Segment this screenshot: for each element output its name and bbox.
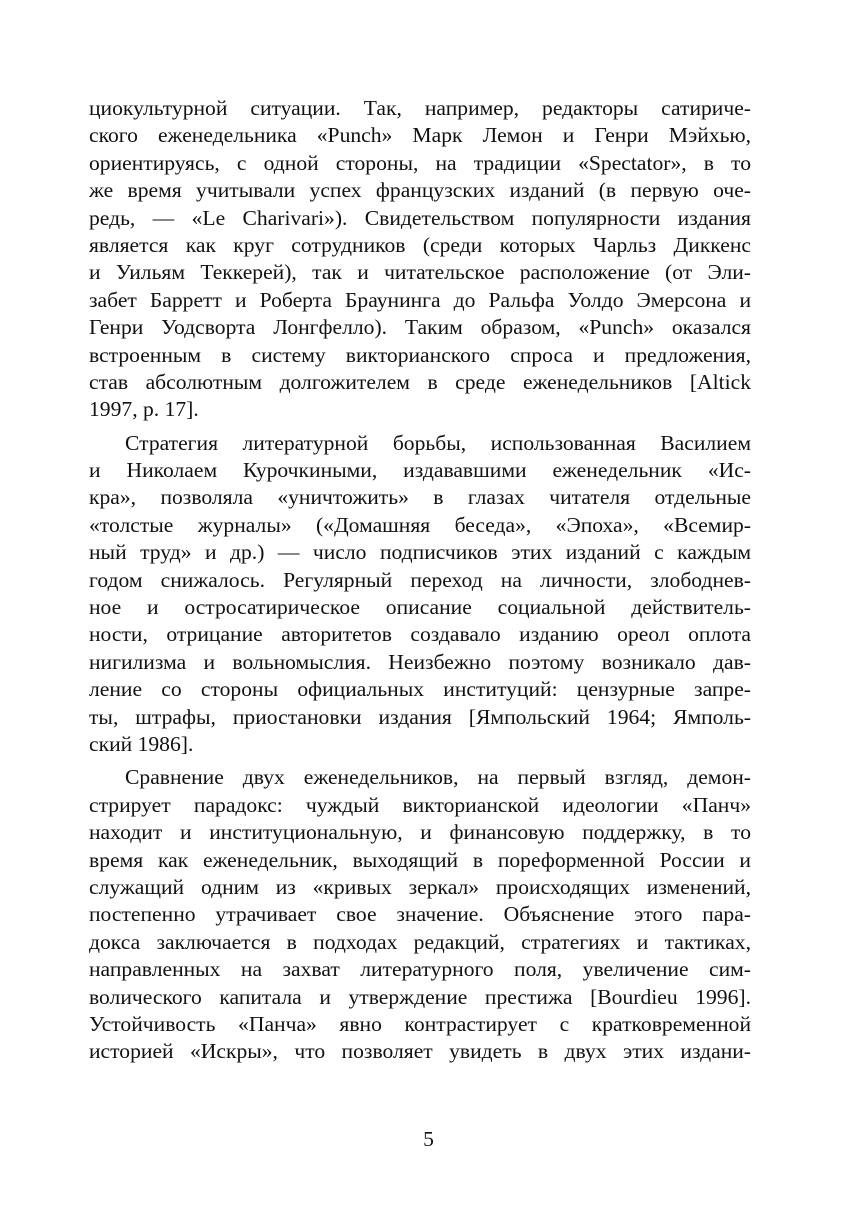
text-line: ский 1986]. bbox=[89, 731, 194, 756]
text-line: докса заключается в подходах редакций, стратегиях и тактиках, bbox=[89, 929, 751, 954]
text-line: забет Барретт и Роберта Браунинга до Ральфа Уолдо Эмерсона и bbox=[89, 287, 751, 312]
text-line: стрирует парадокс: чуждый викторианской идеологии «Панч» bbox=[89, 792, 751, 817]
text-line: является как круг сотрудников (среди которых Чарльз Диккенс bbox=[89, 232, 751, 257]
text-line: ориентируясь, с одной стороны, на традиции «Spectator», в то bbox=[89, 150, 751, 175]
text-line: 1997, p. 17]. bbox=[89, 397, 199, 422]
text-line: Генри Уодсворта Лонгфелло). Таким образом, «Punch» оказался bbox=[89, 315, 751, 340]
text-line: служащий одним из «кривых зеркал» происходящих изменений, bbox=[89, 874, 751, 899]
text-line: ского еженедельника «Punch» Марк Лемон и Генри Мэйхью, bbox=[89, 123, 751, 148]
text-line: время как еженедельник, выходящий в пореформенной России и bbox=[89, 847, 751, 872]
text-line: нигилизма и вольномыслия. Неизбежно поэтому возникало дав- bbox=[89, 649, 751, 674]
text-line: Стратегия литературной борьбы, использованная Василием bbox=[125, 430, 751, 455]
text-line: ное и остросатирическое описание социальной действитель- bbox=[89, 595, 751, 620]
text-line: ты, штрафы, приостановки издания [Ямпольский 1964; Ямполь- bbox=[89, 704, 751, 729]
text-line: направленных на захват литературного поля, увеличение сим- bbox=[89, 957, 751, 982]
text-line: постепенно утрачивает свое значение. Объяснение этого пара- bbox=[89, 902, 751, 927]
paragraph-2 bbox=[89, 430, 751, 759]
text-line: ный труд» и др.) — число подписчиков этих изданий с каждым bbox=[89, 540, 751, 565]
text-line: ности, отрицание авторитетов создавало изданию ореол оплота bbox=[89, 622, 751, 647]
text-line: «толстые журналы» («Домашняя беседа», «Эпоха», «Всемир- bbox=[89, 512, 751, 537]
text-line: же время учитывали успех французских изданий (в первую оче- bbox=[89, 178, 751, 203]
text-line: годом снижалось. Регулярный переход на личности, злободнев- bbox=[89, 567, 751, 592]
text-line: находит и институциональную, и финансовую поддержку, в то bbox=[89, 820, 751, 845]
text-line: став абсолютным долгожителем в среде еженедельников [Altick bbox=[89, 369, 751, 394]
text-line: историей «Искры», что позволяет увидеть в двух этих издани- bbox=[89, 1039, 751, 1064]
text-line: встроенным в систему викторианского спроса и предложения, bbox=[89, 342, 751, 367]
text-line: волического капитала и утверждение престижа [Bourdieu 1996]. bbox=[89, 984, 751, 1009]
text-line: Устойчивость «Панча» явно контрастирует с кратковременной bbox=[89, 1011, 751, 1036]
paragraph-3 bbox=[89, 764, 751, 1065]
text-line: кра», позволяла «уничтожить» в глазах читателя отдельные bbox=[89, 485, 751, 510]
text-line: циокультурной ситуации. Так, например, редакторы сатириче- bbox=[89, 96, 751, 120]
paragraph-1 bbox=[89, 95, 751, 424]
text-line: редь, — «Le Charivari»). Свидетельством популярности издания bbox=[89, 205, 751, 230]
page-body bbox=[89, 95, 751, 1066]
text-line: Сравнение двух еженедельников, на первый взгляд, демон- bbox=[125, 765, 751, 790]
page-number: 5 bbox=[423, 1127, 434, 1151]
text-line: ление со стороны официальных институций: цензурные запре- bbox=[89, 677, 751, 702]
text-line: и Уильям Теккерей), так и читательское расположение (от Эли- bbox=[89, 260, 751, 285]
text-line: и Николаем Курочкиными, издававшими еженедельник «Ис- bbox=[89, 458, 751, 483]
